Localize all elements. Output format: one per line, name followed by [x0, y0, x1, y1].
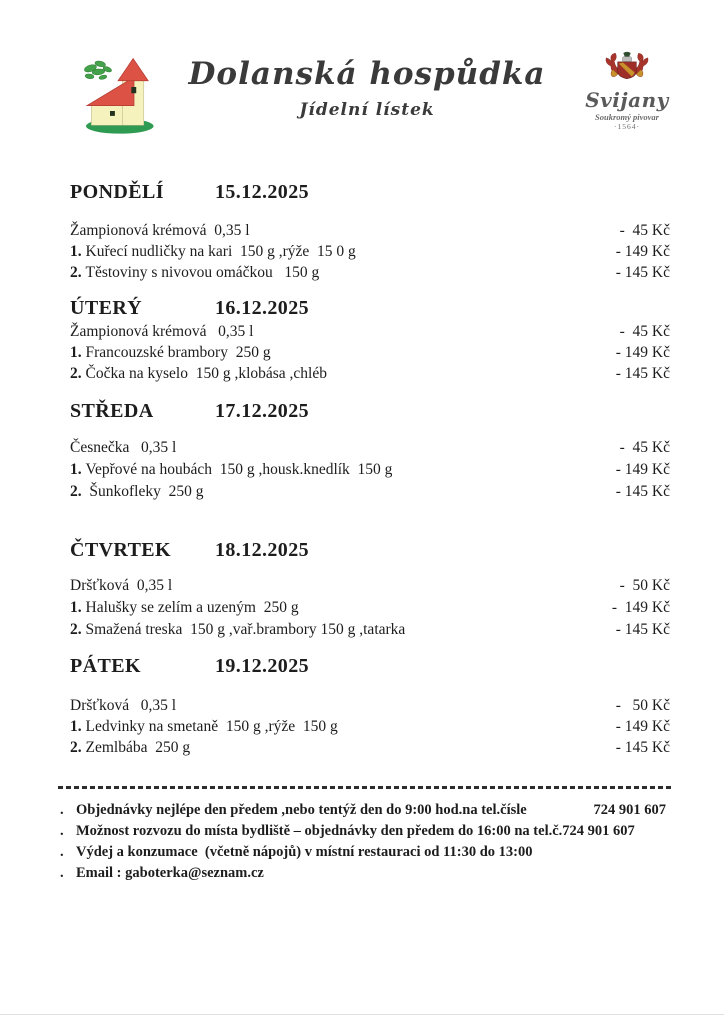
item-text	[70, 459, 392, 481]
item-label: Zemlbába 250 g	[85, 739, 191, 756]
leaves-icon	[84, 60, 113, 80]
item-text	[70, 363, 327, 384]
menu-item-row	[70, 459, 670, 481]
brewery-tagline: Soukromý pivovar	[595, 112, 659, 122]
item-text	[70, 241, 356, 262]
footer-notes	[60, 800, 670, 884]
item-text	[70, 737, 190, 758]
item-price: - 45 Kč	[619, 222, 670, 239]
menu-item-row	[70, 437, 670, 459]
dashed-divider	[58, 786, 674, 789]
item-text	[70, 342, 271, 363]
menu-item-row	[70, 737, 670, 758]
church-logo-svg	[78, 52, 158, 138]
phone-number: 724 901 607	[593, 802, 666, 818]
item-number: 2.	[70, 739, 86, 756]
item-price: - 145 Kč	[615, 483, 670, 500]
menu-item-row	[70, 241, 670, 262]
item-label: Francouzské brambory 250 g	[85, 344, 271, 361]
note-text: Možnost rozvozu do místa bydliště – objednávky den předem do 16:00 na tel.č.724 901 607	[76, 823, 635, 839]
menu-subtitle: Jídelní lístek	[299, 99, 435, 120]
footer-note	[60, 842, 670, 863]
item-text	[70, 220, 250, 241]
day-heading	[70, 654, 670, 678]
crest-helmet	[622, 57, 631, 62]
day-name: ÚTERÝ	[70, 297, 143, 319]
footer-note	[60, 800, 670, 821]
tower-roof	[118, 59, 148, 81]
nave-window	[110, 111, 115, 116]
day-heading	[70, 538, 670, 562]
item-number: 2.	[70, 621, 86, 638]
item-text	[70, 575, 172, 597]
menu-item-row	[70, 695, 670, 716]
scan-artifact-line	[0, 1014, 724, 1015]
bullet-dot: .	[60, 865, 64, 881]
menu-item-row	[70, 716, 670, 737]
item-text	[70, 321, 253, 342]
brewery-name: Svijany	[585, 88, 669, 112]
brewery-year: ·1564·	[614, 122, 640, 131]
item-number: 1.	[70, 599, 86, 616]
day-items	[70, 695, 670, 758]
footer-note	[60, 821, 670, 842]
item-number: 1.	[70, 461, 86, 478]
day-name: ČTVRTEK	[70, 539, 172, 561]
item-label: Dršťková 0,35 l	[70, 577, 173, 594]
day-date: 15.12.2025	[215, 181, 309, 203]
item-text	[70, 619, 405, 641]
day-heading	[70, 180, 670, 204]
note-text: Výdej a konzumace (včetně nápojů) v místní restauraci od 11:30 do 13:00	[76, 844, 533, 860]
item-price: - 50 Kč	[619, 577, 670, 594]
item-number: 1.	[70, 243, 86, 260]
item-text	[70, 481, 203, 503]
day-section-monday	[70, 180, 670, 283]
item-label: Ledvinky na smetaně 150 g ,rýže 150 g	[85, 718, 338, 735]
item-text	[70, 716, 338, 737]
item-label: Česnečka 0,35 l	[70, 439, 177, 456]
note-text: Objednávky nejlépe den předem ,nebo tentýž den do 9:00 hod.na tel.čísle	[76, 802, 527, 818]
bullet-dot: .	[60, 802, 64, 818]
day-date: 17.12.2025	[215, 400, 309, 422]
day-section-wednesday	[70, 399, 670, 503]
item-text	[70, 262, 319, 283]
item-price: - 149 Kč	[615, 461, 670, 478]
menu-item-row	[70, 342, 670, 363]
crest-plume	[624, 52, 631, 57]
item-number: 2.	[70, 483, 90, 500]
bullet-dot: .	[60, 844, 64, 860]
menu-item-row	[70, 220, 670, 241]
menu-item-row	[70, 481, 670, 503]
menu-item-row	[70, 575, 670, 597]
item-number: 2.	[70, 365, 86, 382]
item-price: - 149 Kč	[615, 718, 670, 735]
menu-item-row	[70, 597, 670, 619]
church-logo-icon	[78, 52, 158, 138]
item-label: Žampionová krémová 0,35 l	[70, 323, 254, 340]
item-label: Vepřové na houbách 150 g ,housk.knedlík 150 g	[85, 461, 393, 478]
item-number: 1.	[70, 344, 86, 361]
item-label: Těstoviny s nivovou omáčkou 150 g	[85, 264, 320, 281]
day-date: 19.12.2025	[215, 655, 309, 677]
day-section-thursday	[70, 538, 670, 641]
item-text	[70, 695, 176, 716]
item-price: - 149 Kč	[611, 599, 670, 616]
day-heading	[70, 399, 670, 423]
item-label: Čočka na kyselo 150 g ,klobása ,chléb	[85, 365, 327, 382]
header	[0, 0, 724, 144]
menu-item-row	[70, 363, 670, 384]
day-items	[70, 575, 670, 641]
menu-item-row	[70, 262, 670, 283]
footer-note	[60, 863, 670, 884]
item-price: - 149 Kč	[615, 344, 670, 361]
brewery-crest-icon	[598, 50, 656, 90]
day-items	[70, 437, 670, 503]
item-number: 1.	[70, 718, 86, 735]
item-label: Kuřecí nudličky na kari 150 g ,rýže 15 0 g	[85, 243, 356, 260]
item-text	[70, 597, 299, 619]
day-items	[70, 321, 670, 384]
day-name: PÁTEK	[70, 655, 141, 677]
item-label: Dršťková 0,35 l	[70, 697, 177, 714]
day-date: 18.12.2025	[215, 539, 309, 561]
day-heading	[70, 296, 670, 320]
item-price: - 149 Kč	[615, 243, 670, 260]
item-label: Žampionová krémová 0,35 l	[70, 222, 250, 239]
weekly-menu	[70, 180, 670, 758]
item-label: Halušky se zelím a uzeným 250 g	[85, 599, 299, 616]
item-label: Šunkofleky 250 g	[89, 483, 204, 500]
day-name: STŘEDA	[70, 400, 154, 422]
title-block	[158, 52, 576, 120]
tower-window	[131, 87, 136, 93]
item-price: - 145 Kč	[615, 739, 670, 756]
menu-item-row	[70, 321, 670, 342]
item-price: - 45 Kč	[619, 323, 670, 340]
note-text: Email : gaboterka@seznam.cz	[76, 865, 264, 881]
restaurant-title: Dolanská hospůdka	[188, 56, 546, 92]
item-price: - 145 Kč	[615, 264, 670, 281]
item-text	[70, 437, 176, 459]
item-price: - 145 Kč	[615, 621, 670, 638]
day-name: PONDĚLÍ	[70, 181, 164, 203]
bullet-dot: .	[60, 823, 64, 839]
nave-roof	[87, 77, 134, 105]
item-label: Smažená treska 150 g ,vař.brambory 150 g ,tatarka	[85, 621, 406, 638]
day-items	[70, 220, 670, 283]
day-section-friday	[70, 654, 670, 758]
day-section-tuesday	[70, 296, 670, 384]
item-price: - 50 Kč	[615, 697, 670, 714]
day-date: 16.12.2025	[215, 297, 309, 319]
item-price: - 145 Kč	[615, 365, 670, 382]
svijany-logo	[576, 50, 678, 131]
menu-item-row	[70, 619, 670, 641]
item-number: 2.	[70, 264, 86, 281]
item-price: - 45 Kč	[619, 439, 670, 456]
